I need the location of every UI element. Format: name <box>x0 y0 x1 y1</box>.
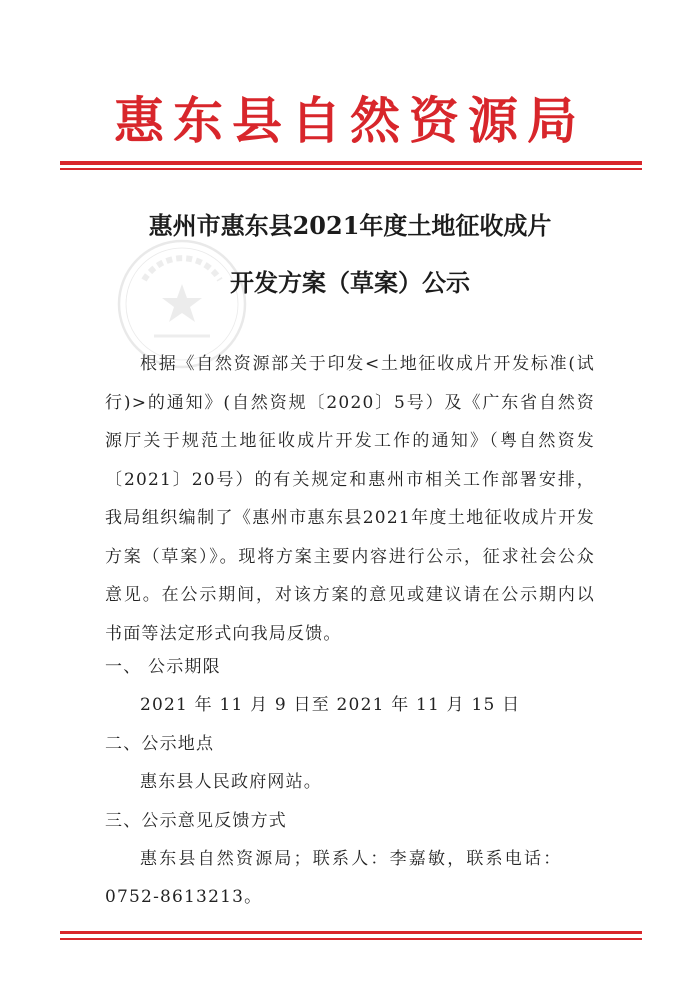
section-3-content-cont: 0752-8613213。 <box>105 887 263 907</box>
section-3-heading: 三、公示意见反馈方式 <box>105 811 287 831</box>
section-1-heading: 一、 公示期限 <box>105 657 221 677</box>
section-3-content: 惠东县自然资源局；联系人：李嘉敏，联系电话： <box>140 849 563 869</box>
footer-divider-thick <box>60 931 642 934</box>
notice-intro-paragraph <box>105 345 595 653</box>
section-2-heading: 二、公示地点 <box>105 734 215 754</box>
notice-title-line2: 开发方案（草案）公示 <box>230 268 470 297</box>
intro-text: 根据《自然资源部关于印发<土地征收成片开发标准(试行)>的通知》(自然资规〔2020〕5号）及《广东省自然资源厅关于规范土地征收成片开发工作的通知》（粤自然资发〔2021〕20号）的有关规定和惠州市相关工作部署安排，我局组织编制了《惠州市惠东县2021年度土地征收成片开发方案（草案）》。现将方案主要内容进行公示，征求社会公众意见。在公示期间，对该方案的意见或建议请在公示期内以书面等法定形式向我局反馈。 <box>105 354 595 644</box>
notice-title-line1: 惠州市惠东县2021年度土地征收成片 <box>148 211 552 240</box>
section-1-content: 2021 年 11 月 9 日至 2021 年 11 月 15 日 <box>140 695 521 715</box>
masthead-divider-thick <box>60 161 642 165</box>
footer-divider-thin <box>60 938 642 940</box>
masthead-divider-thin <box>60 168 642 170</box>
masthead-org-name: 惠东县自然资源局 <box>114 91 586 150</box>
section-2-content: 惠东县人民政府网站。 <box>140 772 322 792</box>
